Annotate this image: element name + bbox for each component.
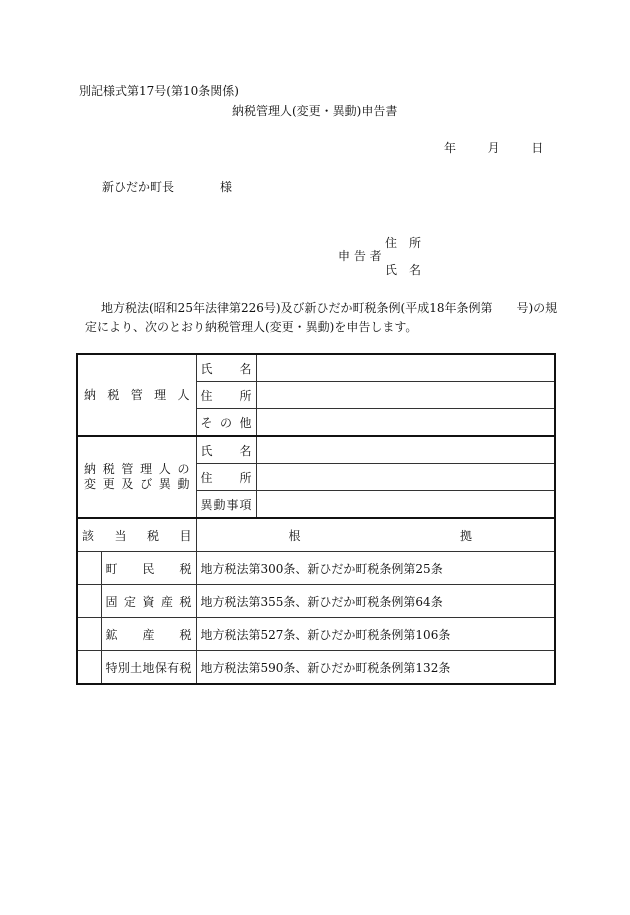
declarant-label: 申 告 者 <box>338 249 382 263</box>
tax-name-cell: 特別土地保有税 <box>101 651 196 685</box>
tax-row-spacer <box>77 618 101 651</box>
tax-row-spacer <box>77 585 101 618</box>
date-day-label: 日 <box>531 141 544 155</box>
declaration-table <box>76 353 556 685</box>
table-row <box>77 552 555 585</box>
change-section-label: 納税管理人の 変更及び異動 <box>77 436 196 518</box>
date-line <box>444 141 543 155</box>
tax-name-cell: 鉱産税 <box>101 618 196 651</box>
applicable-tax-header: 該当税目 <box>77 518 196 552</box>
tax-agent-name-field[interactable] <box>256 354 555 382</box>
change-name-label: 氏名 <box>196 436 256 464</box>
addressee <box>102 180 232 194</box>
date-month-label: 月 <box>487 141 500 155</box>
table-row <box>77 618 555 651</box>
tax-row-spacer <box>77 651 101 685</box>
tax-agent-name-label: 氏名 <box>196 354 256 382</box>
declarant-address-label: 住 所 <box>385 236 422 250</box>
tax-name-cell: 固定資産税 <box>101 585 196 618</box>
tax-basis-cell: 地方税法第300条、新ひだか町税条例第25条 <box>196 552 555 585</box>
legal-basis-header: 根 拠 <box>196 518 555 552</box>
table-row <box>77 651 555 685</box>
tax-agent-section-label: 納税管理人 <box>77 354 196 436</box>
body-text-line2: 定により、次のとおり納税管理人(変更・異動)を申告します。 <box>85 320 418 334</box>
declarant-name-label: 氏 名 <box>385 263 422 277</box>
tax-agent-other-field[interactable] <box>256 409 555 437</box>
tax-agent-address-field[interactable] <box>256 382 555 409</box>
tax-basis-cell: 地方税法第355条、新ひだか町税条例第64条 <box>196 585 555 618</box>
form-number: 別記様式第17号(第10条関係) <box>79 84 239 98</box>
document-title: 納税管理人(変更・異動)申告書 <box>232 104 398 118</box>
tax-name-cell: 町民税 <box>101 552 196 585</box>
addressee-name: 新ひだか町長 <box>102 180 175 194</box>
table-row <box>77 354 555 382</box>
change-address-field[interactable] <box>256 464 555 491</box>
tax-row-spacer <box>77 552 101 585</box>
change-details-field[interactable] <box>256 491 555 519</box>
tax-basis-cell: 地方税法第527条、新ひだか町税条例第106条 <box>196 618 555 651</box>
table-row <box>77 518 555 552</box>
table-row <box>77 585 555 618</box>
body-text-line1: 地方税法(昭和25年法律第226号)及び新ひだか町税条例(平成18年条例第 号)の規 <box>101 301 558 315</box>
tax-basis-cell: 地方税法第590条、新ひだか町税条例第132条 <box>196 651 555 685</box>
change-name-field[interactable] <box>256 436 555 464</box>
date-year-label: 年 <box>444 141 457 155</box>
tax-agent-other-label: その他 <box>196 409 256 437</box>
change-details-label: 異動事項 <box>196 491 256 519</box>
addressee-honorific: 様 <box>220 180 233 194</box>
tax-agent-address-label: 住所 <box>196 382 256 409</box>
table-row <box>77 436 555 464</box>
change-address-label: 住所 <box>196 464 256 491</box>
